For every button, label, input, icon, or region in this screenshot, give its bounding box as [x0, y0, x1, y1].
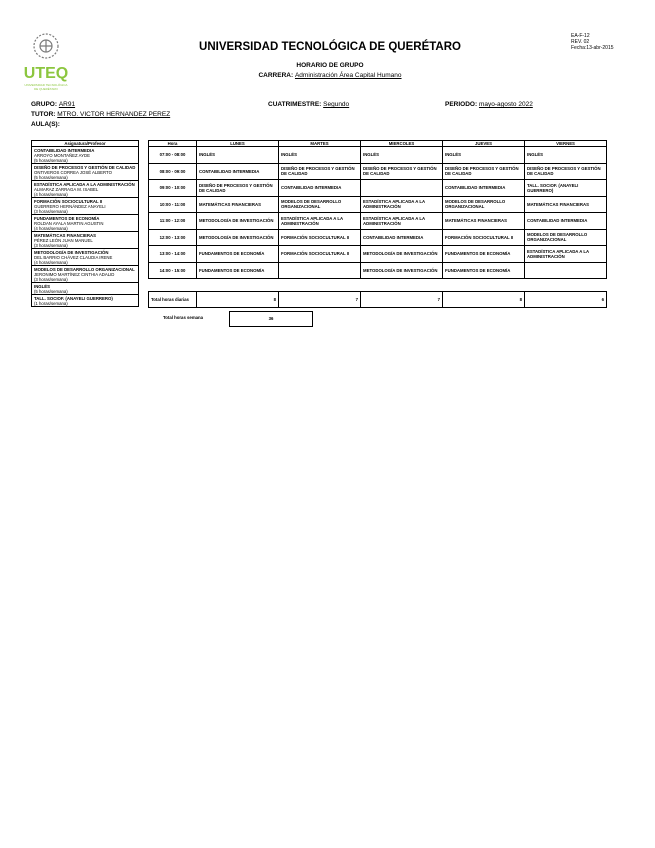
- hour-cell: 14:00 - 15:00: [149, 262, 197, 279]
- page-title: UNIVERSIDAD TECNOLÓGICA DE QUERÉTARO: [199, 41, 461, 53]
- class-cell: FUNDAMENTOS DE ECONOMÍA: [197, 262, 279, 279]
- class-cell: INGLÉS: [197, 147, 279, 164]
- subject-name: MATEMÁTICAS FINANCIERAS: [34, 232, 96, 238]
- class-cell: INGLÉS: [525, 147, 607, 164]
- subject-professor: GUERRERO HERNÁNDEZ ANAYELI: [34, 203, 106, 209]
- form-rev: REV. 02: [571, 39, 590, 45]
- uteq-logo: [20, 30, 72, 92]
- class-cell: MATEMÁTICAS FINANCIERAS: [525, 196, 607, 213]
- subject-cell: [32, 283, 139, 295]
- class-cell: INGLÉS: [279, 147, 361, 164]
- subject-row: [32, 181, 139, 198]
- subject-professor: DEL BARRIO CHÁVEZ CLAUDIA IRENE: [34, 254, 113, 260]
- subject-hours: (4 horas/semana): [34, 191, 68, 197]
- subject-name: ESTADÍSTICA APLICADA A LA ADMINISTRACIÓN: [34, 181, 135, 187]
- class-cell: CONTABILIDAD INTERMEDIA: [279, 180, 361, 197]
- daily-total-cell: 7: [361, 292, 443, 308]
- class-cell: DISEÑO DE PROCESOS Y GESTIÓN DE CALIDAD: [279, 163, 361, 180]
- daily-total-label: Total horas diarias: [149, 292, 197, 308]
- class-cell: [525, 262, 607, 279]
- carrera-line: [170, 72, 490, 79]
- weekly-total-label: Total horas semana: [163, 315, 204, 320]
- subject-hours: (5 horas/semana): [34, 288, 68, 294]
- carrera-label: CARRERA:: [258, 72, 294, 79]
- subject-hours: (3 horas/semana): [34, 242, 68, 248]
- subject-professor: ARROYO MONTAÑEZ AYDE: [34, 152, 90, 158]
- class-cell: CONTABILIDAD INTERMEDIA: [197, 163, 279, 180]
- cuatrimestre-value: Segundo: [323, 101, 350, 108]
- class-cell: CONTABILIDAD INTERMEDIA: [443, 180, 525, 197]
- hour-cell: 12:00 - 13:00: [149, 229, 197, 246]
- hour-cell: 13:00 - 14:00: [149, 246, 197, 263]
- class-cell: ESTADÍSTICA APLICADA A LA ADMINISTRACIÓN: [279, 213, 361, 230]
- svg-text:UNIVERSIDAD TECNOLÓGICA: UNIVERSIDAD TECNOLÓGICA: [24, 83, 68, 87]
- subtitle: HORARIO DE GRUPO: [296, 62, 364, 69]
- daily-total-cell: 6: [525, 292, 607, 308]
- class-cell: TALL. SOCIOF. (ANAYELI GUERRERO): [525, 180, 607, 197]
- daily-total-cell: 8: [443, 292, 525, 308]
- subject-name: INGLÉS: [34, 283, 50, 289]
- class-cell: CONTABILIDAD INTERMEDIA: [525, 213, 607, 230]
- subject-cell: [32, 266, 139, 283]
- day-column-header: JUEVES: [443, 141, 525, 147]
- subject-name: TALL. SOCIOF. (ANAYELI GUERRERO): [34, 295, 113, 301]
- subject-hours: (5 horas/semana): [34, 157, 68, 163]
- day-column-header: VIERNES: [525, 141, 607, 147]
- subject-name: FORMACIÓN SOCIOCULTURAL II: [34, 198, 103, 204]
- class-cell: MODELOS DE DESARROLLO ORGANIZACIONAL: [443, 196, 525, 213]
- class-cell: MATEMÁTICAS FINANCIERAS: [197, 196, 279, 213]
- subject-professor: ROLDAN AYALA MARTIN AGUSTIN: [34, 220, 104, 226]
- class-cell: DISEÑO DE PROCESOS Y GESTIÓN DE CALIDAD: [525, 163, 607, 180]
- day-column-header: LUNES: [197, 141, 279, 147]
- cuatrimestre-line: [268, 101, 349, 108]
- subject-row: [32, 249, 139, 266]
- periodo-value: mayo-agosto 2022: [478, 101, 533, 108]
- weekly-total-value: 36: [229, 311, 313, 327]
- subjects-header: Asignatura/Profesor: [32, 141, 139, 147]
- aula-label: AULA(S):: [31, 121, 60, 128]
- svg-text:DE QUERÉTARO: DE QUERÉTARO: [34, 87, 58, 91]
- subject-cell: [32, 147, 139, 164]
- subject-hours: (3 horas/semana): [34, 208, 68, 214]
- class-cell: FORMACIÓN SOCIOCULTURAL II: [279, 246, 361, 263]
- class-cell: DISEÑO DE PROCESOS Y GESTIÓN DE CALIDAD: [443, 163, 525, 180]
- class-cell: MODELOS DE DESARROLLO ORGANIZACIONAL: [525, 229, 607, 246]
- schedule-table: [148, 140, 607, 279]
- tutor-value: MTRO. VICTOR HERNANDEZ PEREZ: [57, 111, 171, 118]
- subject-hours: (4 horas/semana): [34, 225, 68, 231]
- subject-cell: [32, 215, 139, 232]
- day-column-header: MARTES: [279, 141, 361, 147]
- subject-hours: (3 horas/semana): [34, 276, 68, 282]
- subject-cell: [32, 198, 139, 215]
- form-id: [571, 33, 614, 51]
- carrera-value: Administración Área Capital Humano: [294, 72, 402, 79]
- subject-row: [32, 232, 139, 249]
- class-cell: MODELOS DE DESARROLLO ORGANIZACIONAL: [279, 196, 361, 213]
- schedule-row: [149, 147, 607, 164]
- class-cell: METODOLOGÍA DE INVESTIGACIÓN: [197, 229, 279, 246]
- subject-professor: PÉREZ LEÓN JUAN MANUEL: [34, 237, 93, 243]
- schedule-row: [149, 163, 607, 180]
- class-cell: FORMACIÓN SOCIOCULTURAL II: [443, 229, 525, 246]
- class-cell: ESTADÍSTICA APLICADA A LA ADMINISTRACIÓN: [525, 246, 607, 263]
- class-cell: ESTADÍSTICA APLICADA A LA ADMINISTRACIÓN: [361, 196, 443, 213]
- form-date: Fecha:13-abr-2015: [571, 45, 614, 51]
- subject-row: [32, 198, 139, 215]
- subject-cell: [32, 249, 139, 266]
- schedule-row: [149, 246, 607, 263]
- class-cell: FUNDAMENTOS DE ECONOMÍA: [443, 246, 525, 263]
- grupo-label: GRUPO:: [31, 101, 57, 108]
- schedule-row: [149, 180, 607, 197]
- grupo-line: [31, 101, 75, 108]
- subject-hours: (1 horas/semana): [34, 300, 68, 306]
- class-cell: FORMACIÓN SOCIOCULTURAL II: [279, 229, 361, 246]
- class-cell: METODOLOGÍA DE INVESTIGACIÓN: [361, 262, 443, 279]
- class-cell: DISEÑO DE PROCESOS Y GESTIÓN DE CALIDAD: [197, 180, 279, 197]
- subject-professor: JERONIMO MARTÍNEZ CINTHIA ADALID: [34, 271, 115, 277]
- class-cell: DISEÑO DE PROCESOS Y GESTIÓN DE CALIDAD: [361, 163, 443, 180]
- subject-row: [32, 283, 139, 295]
- day-column-header: MIERCOLES: [361, 141, 443, 147]
- daily-total-cell: 7: [279, 292, 361, 308]
- periodo-label: PERIODO:: [445, 101, 478, 108]
- subject-cell: [32, 181, 139, 198]
- subject-row: [32, 266, 139, 283]
- class-cell: MATEMÁTICAS FINANCIERAS: [443, 213, 525, 230]
- subject-row: [32, 147, 139, 164]
- schedule-row: [149, 196, 607, 213]
- subject-name: FUNDAMENTOS DE ECONOMÍA: [34, 215, 100, 221]
- subject-row: [32, 215, 139, 232]
- subject-cell: [32, 295, 139, 307]
- subject-name: DISEÑO DE PROCESOS Y GESTIÓN DE CALIDAD: [34, 164, 136, 170]
- subject-cell: [32, 232, 139, 249]
- subject-hours: (4 horas/semana): [34, 259, 68, 265]
- hour-cell: 07:00 - 08:00: [149, 147, 197, 164]
- class-cell: INGLÉS: [361, 147, 443, 164]
- tutor-line: [31, 111, 170, 118]
- subject-hours: (5 horas/semana): [34, 174, 68, 180]
- hour-cell: 11:00 - 12:00: [149, 213, 197, 230]
- subject-name: METODOLOGÍA DE INVESTIGACIÓN: [34, 249, 109, 255]
- schedule-row: [149, 262, 607, 279]
- class-cell: METODOLOGÍA DE INVESTIGACIÓN: [361, 246, 443, 263]
- form-code: EA-F-12: [571, 33, 590, 39]
- subject-row: [32, 295, 139, 307]
- class-cell: INGLÉS: [443, 147, 525, 164]
- class-cell: CONTABILIDAD INTERMEDIA: [361, 229, 443, 246]
- hour-cell: 09:00 - 10:00: [149, 180, 197, 197]
- periodo-line: [445, 101, 533, 108]
- subject-professor: ALMARAZ ZARRAGA M. ISABEL: [34, 186, 99, 192]
- grupo-value: AR91: [58, 101, 76, 108]
- svg-text:UTEQ: UTEQ: [23, 65, 69, 82]
- hour-cell: 10:00 - 11:00: [149, 196, 197, 213]
- subject-name: MODELOS DE DESARROLLO ORGANIZACIONAL: [34, 266, 135, 272]
- class-cell: METODOLOGÍA DE INVESTIGACIÓN: [197, 213, 279, 230]
- subject-name: CONTABILIDAD INTERMEDIA: [34, 147, 95, 153]
- cuatrimestre-label: CUATRIMESTRE:: [268, 101, 322, 108]
- class-cell: ESTADÍSTICA APLICADA A LA ADMINISTRACIÓN: [361, 213, 443, 230]
- subject-row: [32, 164, 139, 181]
- daily-totals-table: [148, 291, 607, 308]
- class-cell: [279, 262, 361, 279]
- class-cell: [361, 180, 443, 197]
- schedule-row: [149, 213, 607, 230]
- subjects-table: [31, 140, 139, 307]
- subject-professor: ONTIVEROS CORREA JOSÉ ALBERTO: [34, 169, 112, 175]
- daily-total-cell: 8: [197, 292, 279, 308]
- hour-column-header: Hora: [149, 141, 197, 147]
- hour-cell: 08:00 - 09:00: [149, 163, 197, 180]
- schedule-row: [149, 229, 607, 246]
- subject-cell: [32, 164, 139, 181]
- class-cell: FUNDAMENTOS DE ECONOMÍA: [443, 262, 525, 279]
- class-cell: FUNDAMENTOS DE ECONOMÍA: [197, 246, 279, 263]
- tutor-label: TUTOR:: [31, 111, 56, 118]
